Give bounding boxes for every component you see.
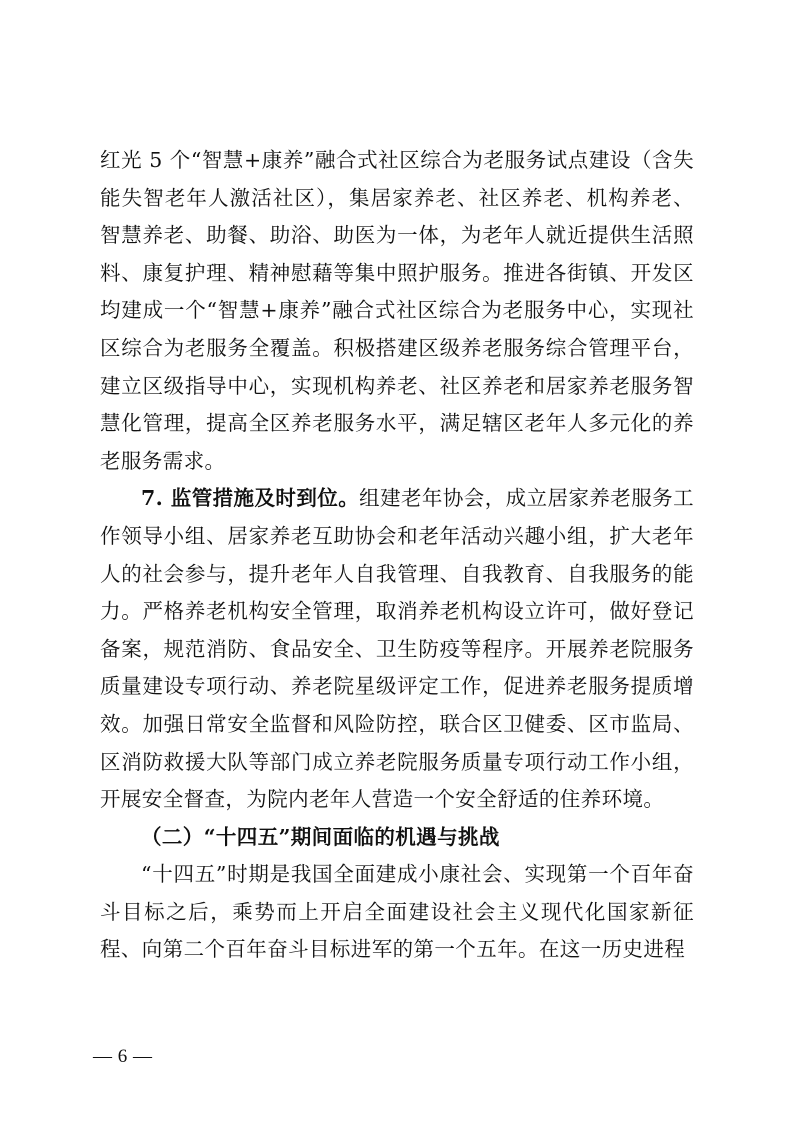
paragraph-text: 组建老年协会，成立居家养老服务工作领导小组、居家养老互助协会和老年活动兴趣小组，扩大老年人的社会参与，提升老年人自我管理、自我教育、自我服务的能力。严格养老机构安全管理，取消养老机构设立许可，做好登记备案，规范消防、食品安全、卫生防疫等程序。开展养老院服务质量建设专项行动、养老院星级评定工作，促进养老服务提质增效。加强日常安全监督和风险防控，联合区卫健委、区市监局、区消防救援大队等部门成立养老院服务质量专项行动工作小组，开展安全督查，为院内老年人营造一个安全舒适的住养环境。 — [100, 486, 694, 812]
section-heading: （二）“十四五”期间面临的机遇与挑战 — [141, 824, 500, 849]
paragraph-opportunities: “十四五”时期是我国全面建成小康社会、实现第一个百年奋斗目标之后，乘势而上开启全面建设社会主义现代化国家新征程、向第二个百年奋斗目标进军的第一个五年。在这一历史进程 — [100, 862, 694, 962]
paragraph-lead-heading: 7. 监管措施及时到位。 — [141, 486, 360, 511]
paragraph-elderly-service-pilot — [100, 142, 694, 480]
page-number: — 6 — — [93, 1046, 153, 1067]
paragraph-text: 红光 5 个“智慧+康养”融合式社区综合为老服务试点建设（含失能失智老年人激活社区），集居家养老、社区养老、机构养老、智慧养老、助餐、助浴、助医为一体，为老年人就近提供生活照料、康复护理、精神慰藉等集中照护服务。推进各街镇、开发区均建成一个“智慧+康养”融合式社区综合为老服务中心，实现社区综合为老服务全覆盖。积极搭建区级养老服务综合管理平台，建立区级指导中心，实现机构养老、社区养老和居家养老服务智慧化管理，提高全区养老服务水平，满足辖区老年人多元化的养老服务需求。 — [100, 148, 694, 473]
paragraph-supervision-measures — [100, 480, 694, 818]
document-body — [100, 142, 694, 969]
